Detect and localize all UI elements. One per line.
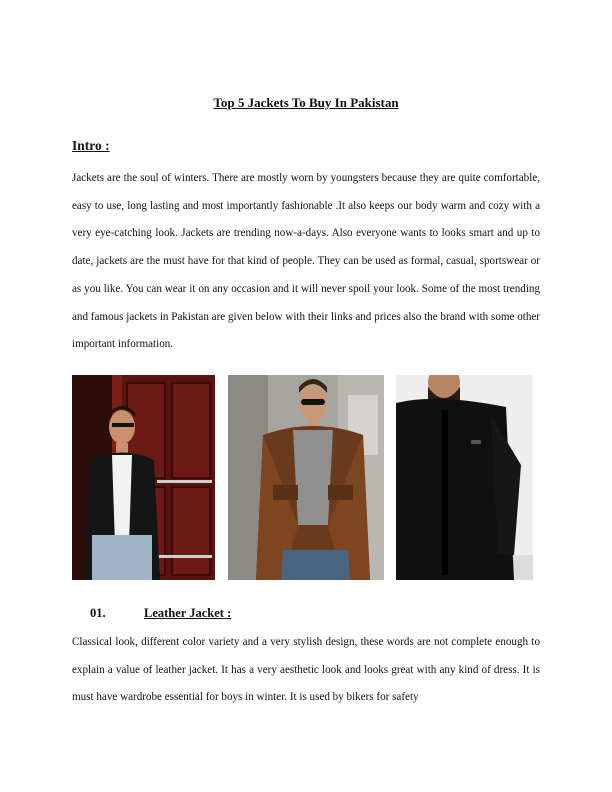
black-bomber-jacket-photo: [396, 375, 533, 580]
section-title: Leather Jacket :: [144, 606, 232, 620]
page-title: Top 5 Jackets To Buy In Pakistan: [213, 95, 399, 110]
section-number: 01.: [90, 606, 106, 620]
black-leather-jacket-photo: [72, 375, 215, 580]
intro-heading: Intro :: [72, 138, 110, 153]
intro-paragraph: Jackets are the soul of winters. There are mostly worn by youngsters because they are quite comfortable, easy to use, long lasting and most importantly fashionable .It also keeps our body warm and cozy with a very eye-catching look. Jackets are trending now-a-days. Also everyone wants to looks smart and up to date, jackets are the must have for that kind of people. They can be used as formal, casual, sportswear or as you like. You can wear it on any occasion and it will never spoil your look. Some of the most trending and famous jackets in Pakistan are given below with their links and prices also the brand with some other important information.: [72, 172, 540, 351]
section-paragraph-leather-jacket: Classical look, different color variety and a very stylish design, these words are not complete enough to explain a value of leather jacket. It has a very aesthetic look and looks great with any kind of dress. It is must have wardrobe essential for boys in winter. It is used by bikers for safety: [72, 636, 540, 704]
brown-leather-jacket-photo: [228, 375, 384, 580]
